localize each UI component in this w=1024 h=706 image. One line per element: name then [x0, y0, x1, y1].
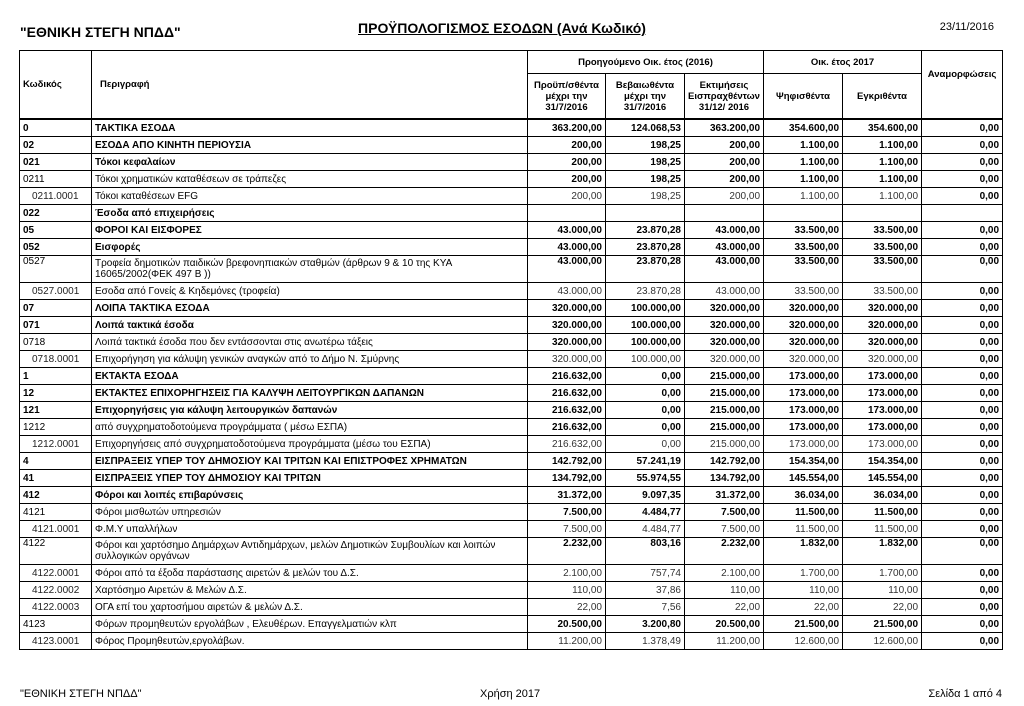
row-estimates: 200,00 [685, 137, 764, 154]
table-row [20, 317, 1003, 334]
row-voted: 1.100,00 [764, 137, 843, 154]
row-code: 1 [20, 368, 92, 385]
row-confirmed: 55.974,55 [606, 470, 685, 487]
row-estimates: 320.000,00 [685, 300, 764, 317]
row-estimates: 43.000,00 [685, 283, 764, 300]
row-description: Επιχορηγήσεις για κάλυψη λειτουργικών δαπανών [92, 402, 528, 419]
row-confirmed: 23.870,28 [606, 256, 685, 283]
table-body [20, 119, 1003, 650]
row-voted: 21.500,00 [764, 616, 843, 633]
row-confirmed: 1.378,49 [606, 633, 685, 650]
row-voted [764, 205, 843, 222]
table-row [20, 419, 1003, 436]
row-description: από συγχρηματοδοτούμενα προγράμματα ( μέσω ΕΣΠΑ) [92, 419, 528, 436]
row-confirmed: 198,25 [606, 188, 685, 205]
row-budgeted: 363.200,00 [528, 119, 606, 137]
row-estimates: 43.000,00 [685, 256, 764, 283]
row-estimates: 110,00 [685, 582, 764, 599]
row-revisions: 0,00 [922, 334, 1003, 351]
row-revisions: 0,00 [922, 633, 1003, 650]
row-code: 07 [20, 300, 92, 317]
row-voted: 33.500,00 [764, 239, 843, 256]
col-header-description: Περιγραφή [92, 51, 528, 120]
row-code: 12 [20, 385, 92, 402]
row-approved: 21.500,00 [843, 616, 922, 633]
row-revisions: 0,00 [922, 300, 1003, 317]
row-confirmed: 100.000,00 [606, 334, 685, 351]
row-voted: 145.554,00 [764, 470, 843, 487]
footer-organization: "ΕΘΝΙΚΗ ΣΤΕΓΗ ΝΠΔΔ" [20, 688, 142, 700]
row-estimates: 320.000,00 [685, 351, 764, 368]
row-confirmed: 0,00 [606, 385, 685, 402]
table-row [20, 188, 1003, 205]
table-row [20, 402, 1003, 419]
row-budgeted: 110,00 [528, 582, 606, 599]
revenue-budget-table [19, 50, 1003, 650]
row-budgeted: 200,00 [528, 171, 606, 188]
row-description: ΟΓΑ επί του χαρτοσήμου αιρετών & μελών Δ.Σ. [92, 599, 528, 616]
row-description: ΛΟΙΠΑ ΤΑΚΤΙΚΑ ΕΣΟΔΑ [92, 300, 528, 317]
row-revisions: 0,00 [922, 188, 1003, 205]
row-confirmed: 57.241,19 [606, 453, 685, 470]
row-confirmed: 37,86 [606, 582, 685, 599]
row-voted: 320.000,00 [764, 334, 843, 351]
row-voted: 1.100,00 [764, 154, 843, 171]
row-description: ΕΚΤΑΚΤΕΣ ΕΠΙΧΟΡΗΓΗΣΕΙΣ ΓΙΑ ΚΑΛΥΨΗ ΛΕΙΤΟΥΡΓΙΚΩΝ ΔΑΠΑΝΩΝ [92, 385, 528, 402]
row-revisions: 0,00 [922, 137, 1003, 154]
budget-table-container [19, 50, 1002, 650]
row-voted: 1.700,00 [764, 565, 843, 582]
row-budgeted: 216.632,00 [528, 368, 606, 385]
row-budgeted: 22,00 [528, 599, 606, 616]
row-voted: 22,00 [764, 599, 843, 616]
row-approved: 12.600,00 [843, 633, 922, 650]
row-confirmed: 100.000,00 [606, 300, 685, 317]
row-approved: 36.034,00 [843, 487, 922, 504]
row-budgeted: 2.232,00 [528, 538, 606, 565]
row-description: ΕΙΣΠΡΑΞΕΙΣ ΥΠΕΡ ΤΟΥ ΔΗΜΟΣΙΟΥ ΚΑΙ ΤΡΙΤΩΝ [92, 470, 528, 487]
row-voted: 1.100,00 [764, 188, 843, 205]
table-row [20, 119, 1003, 137]
row-estimates: 2.100,00 [685, 565, 764, 582]
table-row [20, 222, 1003, 239]
row-voted: 12.600,00 [764, 633, 843, 650]
row-voted: 33.500,00 [764, 222, 843, 239]
row-budgeted: 43.000,00 [528, 256, 606, 283]
row-confirmed: 0,00 [606, 436, 685, 453]
row-confirmed: 4.484,77 [606, 504, 685, 521]
row-code: 052 [20, 239, 92, 256]
row-description: ΕΙΣΠΡΑΞΕΙΣ ΥΠΕΡ ΤΟΥ ΔΗΜΟΣΙΟΥ ΚΑΙ ΤΡΙΤΩΝ ΚΑΙ ΕΠΙΣΤΡΟΦΕΣ ΧΡΗΜΑΤΩΝ [92, 453, 528, 470]
row-budgeted: 200,00 [528, 137, 606, 154]
row-approved: 173.000,00 [843, 402, 922, 419]
row-code: 0527 [20, 256, 92, 283]
row-estimates: 215.000,00 [685, 419, 764, 436]
row-approved: 354.600,00 [843, 119, 922, 137]
row-description: Επιχορήγηση για κάλυψη γενικών αναγκών από το Δήμο Ν. Σμύρνης [92, 351, 528, 368]
row-code: 1212 [20, 419, 92, 436]
row-confirmed: 803,16 [606, 538, 685, 565]
row-confirmed: 3.200,80 [606, 616, 685, 633]
footer-fiscal-year: Χρήση 2017 [480, 688, 541, 700]
col-header-estimates: Εκτιμήσεις Εισπραχθέντων 31/12/ 2016 [685, 74, 764, 120]
row-approved: 173.000,00 [843, 385, 922, 402]
row-approved: 173.000,00 [843, 368, 922, 385]
row-confirmed: 23.870,28 [606, 239, 685, 256]
row-estimates: 43.000,00 [685, 222, 764, 239]
row-approved: 22,00 [843, 599, 922, 616]
row-budgeted: 320.000,00 [528, 300, 606, 317]
row-revisions: 0,00 [922, 487, 1003, 504]
row-confirmed: 0,00 [606, 419, 685, 436]
row-estimates: 11.200,00 [685, 633, 764, 650]
row-code: 0211.0001 [20, 188, 92, 205]
row-estimates: 7.500,00 [685, 521, 764, 538]
row-confirmed: 198,25 [606, 154, 685, 171]
row-description: Τόκοι κεφαλαίων [92, 154, 528, 171]
table-row [20, 616, 1003, 633]
row-description: ΤΑΚΤΙΚΑ ΕΣΟΔΑ [92, 119, 528, 137]
row-budgeted: 320.000,00 [528, 351, 606, 368]
row-approved: 33.500,00 [843, 256, 922, 283]
row-code: 0718.0001 [20, 351, 92, 368]
row-confirmed: 9.097,35 [606, 487, 685, 504]
table-row [20, 239, 1003, 256]
row-description: Έσοδα από επιχειρήσεις [92, 205, 528, 222]
row-budgeted: 216.632,00 [528, 436, 606, 453]
row-description: Φόροι και χαρτόσημο Δημάρχων Αντιδημάρχων, μελών Δημοτικών Συμβουλίων και λοιπών συλλογικών οργάνων [92, 538, 528, 565]
row-budgeted: 43.000,00 [528, 222, 606, 239]
row-estimates: 43.000,00 [685, 239, 764, 256]
table-row [20, 599, 1003, 616]
row-voted: 173.000,00 [764, 385, 843, 402]
row-confirmed: 100.000,00 [606, 317, 685, 334]
row-code: 05 [20, 222, 92, 239]
row-description: Τροφεία δημοτικών παιδικών βρεφονηπιακών σταθμών (άρθρων 9 & 10 της ΚΥΑ 16065/2002(ΦΕΚ 497 Β )) [92, 256, 528, 283]
row-description: Φόροι από τα έξοδα παράστασης αιρετών & μελών του Δ.Σ. [92, 565, 528, 582]
row-approved [843, 205, 922, 222]
col-group-year-2017: Οικ. έτος 2017 [764, 51, 922, 74]
row-revisions: 0,00 [922, 582, 1003, 599]
row-approved: 145.554,00 [843, 470, 922, 487]
row-code: 0211 [20, 171, 92, 188]
row-revisions: 0,00 [922, 317, 1003, 334]
row-revisions: 0,00 [922, 239, 1003, 256]
row-approved: 33.500,00 [843, 222, 922, 239]
row-approved: 320.000,00 [843, 351, 922, 368]
row-revisions: 0,00 [922, 283, 1003, 300]
table-row [20, 470, 1003, 487]
row-budgeted: 7.500,00 [528, 504, 606, 521]
row-revisions: 0,00 [922, 171, 1003, 188]
col-header-code: Κωδικός [20, 51, 92, 120]
row-revisions: 0,00 [922, 616, 1003, 633]
row-budgeted: 216.632,00 [528, 419, 606, 436]
table-row [20, 436, 1003, 453]
row-code: 02 [20, 137, 92, 154]
row-approved: 1.700,00 [843, 565, 922, 582]
table-row [20, 487, 1003, 504]
row-budgeted: 216.632,00 [528, 402, 606, 419]
row-description: Φ.Μ.Υ υπαλλήλων [92, 521, 528, 538]
row-revisions: 0,00 [922, 351, 1003, 368]
row-code: 4121.0001 [20, 521, 92, 538]
row-revisions: 0,00 [922, 402, 1003, 419]
row-code: 4121 [20, 504, 92, 521]
row-revisions: 0,00 [922, 222, 1003, 239]
row-budgeted: 216.632,00 [528, 385, 606, 402]
row-approved: 173.000,00 [843, 419, 922, 436]
row-description: Τόκοι καταθέσεων EFG [92, 188, 528, 205]
row-revisions: 0,00 [922, 521, 1003, 538]
row-estimates: 320.000,00 [685, 317, 764, 334]
row-revisions: 0,00 [922, 368, 1003, 385]
row-code: 4122.0002 [20, 582, 92, 599]
table-row [20, 300, 1003, 317]
row-budgeted: 320.000,00 [528, 334, 606, 351]
row-voted: 110,00 [764, 582, 843, 599]
row-approved: 1.100,00 [843, 137, 922, 154]
row-voted: 173.000,00 [764, 419, 843, 436]
row-estimates: 200,00 [685, 171, 764, 188]
row-revisions: 0,00 [922, 119, 1003, 137]
row-approved: 1.832,00 [843, 538, 922, 565]
col-group-prev-year: Προηγούμενο Οικ. έτος (2016) [528, 51, 764, 74]
row-approved: 1.100,00 [843, 188, 922, 205]
row-code: 0718 [20, 334, 92, 351]
row-code: 4122.0001 [20, 565, 92, 582]
row-voted: 354.600,00 [764, 119, 843, 137]
row-code: 4 [20, 453, 92, 470]
row-budgeted: 7.500,00 [528, 521, 606, 538]
row-estimates: 20.500,00 [685, 616, 764, 633]
table-row [20, 256, 1003, 283]
row-description: Φόροι μισθωτών υπηρεσιών [92, 504, 528, 521]
row-revisions: 0,00 [922, 565, 1003, 582]
row-description: Φόροι και λοιπές επιβαρύνσεις [92, 487, 528, 504]
row-approved: 33.500,00 [843, 283, 922, 300]
row-confirmed: 0,00 [606, 368, 685, 385]
row-estimates: 215.000,00 [685, 402, 764, 419]
row-approved: 110,00 [843, 582, 922, 599]
row-approved: 1.100,00 [843, 154, 922, 171]
row-confirmed: 4.484,77 [606, 521, 685, 538]
table-row [20, 385, 1003, 402]
row-approved: 173.000,00 [843, 436, 922, 453]
table-row [20, 137, 1003, 154]
row-estimates: 2.232,00 [685, 538, 764, 565]
row-code: 071 [20, 317, 92, 334]
row-description: Τόκοι χρηματικών καταθέσεων σε τράπεζες [92, 171, 528, 188]
row-approved: 11.500,00 [843, 521, 922, 538]
row-revisions: 0,00 [922, 436, 1003, 453]
row-code: 121 [20, 402, 92, 419]
row-voted: 33.500,00 [764, 256, 843, 283]
col-header-voted: Ψηφισθέντα [764, 74, 843, 120]
row-approved: 320.000,00 [843, 317, 922, 334]
row-estimates: 200,00 [685, 188, 764, 205]
row-budgeted: 134.792,00 [528, 470, 606, 487]
col-header-revisions: Αναμορφώσεις [922, 51, 1003, 120]
row-code: 4122 [20, 538, 92, 565]
organization-name: "ΕΘΝΙΚΗ ΣΤΕΓΗ ΝΠΔΔ" [20, 24, 181, 40]
row-voted: 11.500,00 [764, 521, 843, 538]
row-code: 1212.0001 [20, 436, 92, 453]
col-header-budgeted: Προϋπ/σθέντα μέχρι την 31/7/2016 [528, 74, 606, 120]
row-code: 4123.0001 [20, 633, 92, 650]
row-estimates: 215.000,00 [685, 368, 764, 385]
row-description: Επιχορηγήσεις από συγχρηματοδοτούμενα προγράμματα (μέσω του ΕΣΠΑ) [92, 436, 528, 453]
row-budgeted: 2.100,00 [528, 565, 606, 582]
row-description: Εσοδα από Γονείς & Κηδεμόνες (τροφεία) [92, 283, 528, 300]
table-row [20, 334, 1003, 351]
row-budgeted: 20.500,00 [528, 616, 606, 633]
report-title: ΠΡΟΫΠΟΛΟΓΙΣΜΟΣ ΕΣΟΔΩΝ (Ανά Κωδικό) [358, 20, 646, 36]
row-code: 4123 [20, 616, 92, 633]
row-code: 021 [20, 154, 92, 171]
row-estimates: 22,00 [685, 599, 764, 616]
row-estimates: 215.000,00 [685, 385, 764, 402]
report-date: 23/11/2016 [939, 21, 994, 33]
table-row [20, 521, 1003, 538]
row-voted: 36.034,00 [764, 487, 843, 504]
row-revisions: 0,00 [922, 504, 1003, 521]
row-description: ΕΚΤΑΚΤΑ ΕΣΟΔΑ [92, 368, 528, 385]
row-confirmed: 124.068,53 [606, 119, 685, 137]
row-estimates: 7.500,00 [685, 504, 764, 521]
table-row [20, 633, 1003, 650]
row-estimates: 134.792,00 [685, 470, 764, 487]
row-estimates: 215.000,00 [685, 436, 764, 453]
row-description: Λοιπά τακτικά έσοδα που δεν εντάσσονται στις ανωτέρω τάξεις [92, 334, 528, 351]
row-approved: 33.500,00 [843, 239, 922, 256]
row-voted: 173.000,00 [764, 368, 843, 385]
row-voted: 320.000,00 [764, 317, 843, 334]
row-estimates [685, 205, 764, 222]
row-code: 4122.0003 [20, 599, 92, 616]
row-revisions: 0,00 [922, 470, 1003, 487]
row-confirmed: 7,56 [606, 599, 685, 616]
col-header-approved: Εγκριθέντα [843, 74, 922, 120]
row-description: ΕΣΟΔΑ ΑΠΟ ΚΙΝΗΤΗ ΠΕΡΙΟΥΣΙΑ [92, 137, 528, 154]
row-code: 0527.0001 [20, 283, 92, 300]
row-revisions [922, 205, 1003, 222]
row-estimates: 320.000,00 [685, 334, 764, 351]
row-budgeted: 142.792,00 [528, 453, 606, 470]
row-description: Χαρτόσημο Αιρετών & Μελών Δ.Σ. [92, 582, 528, 599]
row-revisions: 0,00 [922, 419, 1003, 436]
row-approved: 320.000,00 [843, 300, 922, 317]
table-row [20, 351, 1003, 368]
row-estimates: 142.792,00 [685, 453, 764, 470]
row-budgeted: 43.000,00 [528, 239, 606, 256]
row-confirmed: 0,00 [606, 402, 685, 419]
table-row [20, 453, 1003, 470]
row-voted: 320.000,00 [764, 351, 843, 368]
row-voted: 1.100,00 [764, 171, 843, 188]
row-estimates: 363.200,00 [685, 119, 764, 137]
row-confirmed: 23.870,28 [606, 222, 685, 239]
col-header-confirmed: Βεβαιωθέντα μέχρι την 31/7/2016 [606, 74, 685, 120]
row-code: 022 [20, 205, 92, 222]
row-code: 412 [20, 487, 92, 504]
row-approved: 11.500,00 [843, 504, 922, 521]
table-row [20, 582, 1003, 599]
row-estimates: 200,00 [685, 154, 764, 171]
row-confirmed: 198,25 [606, 171, 685, 188]
table-row [20, 171, 1003, 188]
row-approved: 154.354,00 [843, 453, 922, 470]
table-row [20, 504, 1003, 521]
row-revisions: 0,00 [922, 256, 1003, 283]
row-confirmed: 23.870,28 [606, 283, 685, 300]
row-estimates: 31.372,00 [685, 487, 764, 504]
row-budgeted: 200,00 [528, 188, 606, 205]
row-approved: 1.100,00 [843, 171, 922, 188]
footer-page-number: Σελίδα 1 από 4 [928, 688, 1002, 700]
row-revisions: 0,00 [922, 385, 1003, 402]
table-row [20, 368, 1003, 385]
row-code: 41 [20, 470, 92, 487]
row-budgeted: 200,00 [528, 154, 606, 171]
row-approved: 320.000,00 [843, 334, 922, 351]
row-confirmed: 198,25 [606, 137, 685, 154]
row-voted: 33.500,00 [764, 283, 843, 300]
row-voted: 173.000,00 [764, 436, 843, 453]
row-voted: 11.500,00 [764, 504, 843, 521]
row-revisions: 0,00 [922, 599, 1003, 616]
row-revisions: 0,00 [922, 538, 1003, 565]
row-voted: 320.000,00 [764, 300, 843, 317]
row-revisions: 0,00 [922, 154, 1003, 171]
row-description: Φόρος Προμηθευτών,εργολάβων. [92, 633, 528, 650]
row-budgeted [528, 205, 606, 222]
table-row [20, 283, 1003, 300]
row-budgeted: 11.200,00 [528, 633, 606, 650]
row-voted: 154.354,00 [764, 453, 843, 470]
row-confirmed [606, 205, 685, 222]
table-row [20, 538, 1003, 565]
row-confirmed: 100.000,00 [606, 351, 685, 368]
row-budgeted: 320.000,00 [528, 317, 606, 334]
table-row [20, 154, 1003, 171]
table-row [20, 565, 1003, 582]
row-budgeted: 43.000,00 [528, 283, 606, 300]
row-revisions: 0,00 [922, 453, 1003, 470]
row-voted: 173.000,00 [764, 402, 843, 419]
row-description: Λοιπά τακτικά έσοδα [92, 317, 528, 334]
row-description: Εισφορές [92, 239, 528, 256]
row-budgeted: 31.372,00 [528, 487, 606, 504]
row-voted: 1.832,00 [764, 538, 843, 565]
row-confirmed: 757,74 [606, 565, 685, 582]
row-description: ΦΟΡΟΙ ΚΑΙ ΕΙΣΦΟΡΕΣ [92, 222, 528, 239]
row-code: 0 [20, 119, 92, 137]
table-row [20, 205, 1003, 222]
row-description: Φόρων προμηθευτών εργολάβων , Ελευθέρων. Επαγγελματιών κλπ [92, 616, 528, 633]
